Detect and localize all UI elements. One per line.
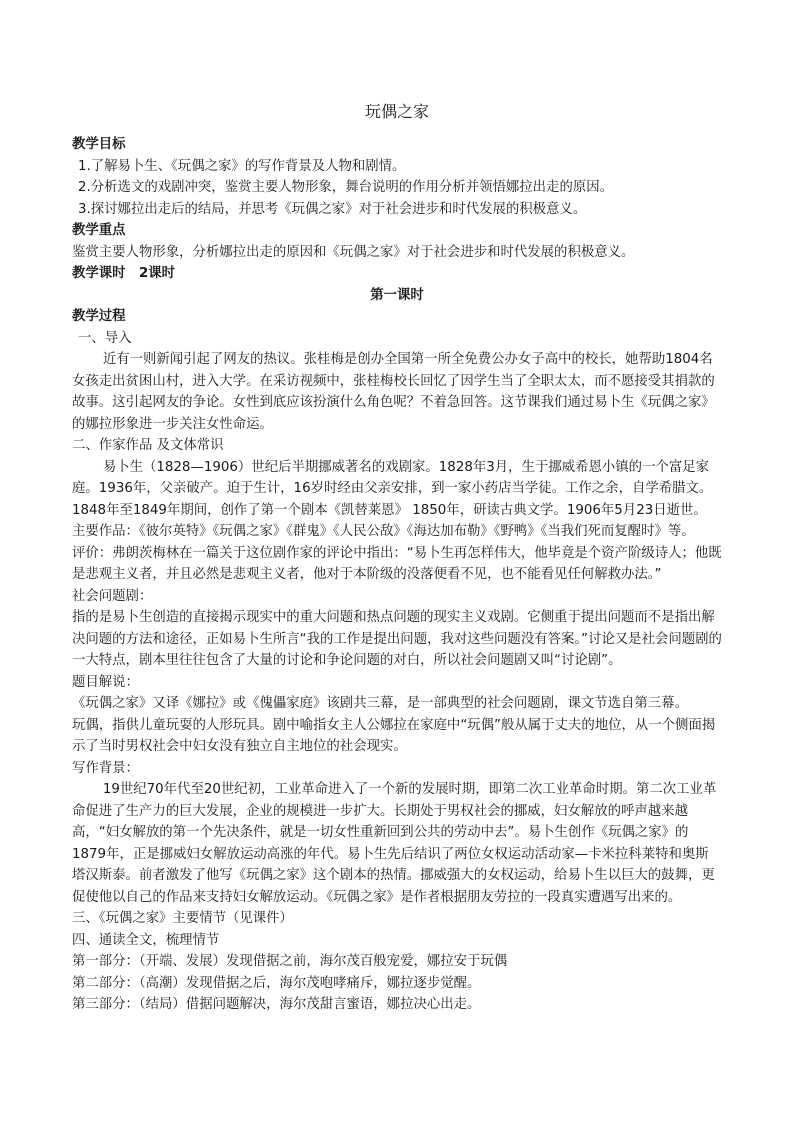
document-title: 玩偶之家 [364, 102, 429, 121]
social-text: 指的是易卜生创造的直接揭示现实中的重大问题和热点问题的现实主义戏剧。它侧重于提出问题而不是指出解决问题的方法和途径，正如易卜生所言“我的工作是提出问题，我对这些问题没有答案。”讨论又是社会问题剧的一大特点，剧本里往往包含了大量的讨论和争论问题的对白，所以社会问题剧又叫“讨论剧”。 [72, 610, 722, 668]
read-heading: 四、通读全文，梳理情节 [72, 932, 220, 948]
part-1: 第一部分：（开端、发展）发现借据之前，海尔茂百般宠爱，娜拉安于玩偶 [72, 954, 508, 969]
social-heading: 社会问题剧： [72, 588, 153, 604]
goal-item-3: 3.探讨娜拉出走后的结局，并思考《玩偶之家》对于社会进步和时代发展的积极意义。 [78, 201, 587, 217]
works-text: 主要作品：《彼尔英特》《玩偶之家》《群鬼》《人民公敌》《海达加布勒》《野鸭》《当我们死而复醒时》等。 [72, 524, 695, 539]
goal-item-1: 1.了解易卜生、《玩偶之家》的写作背景及人物和剧情。 [78, 158, 406, 174]
hours-line: 教学课时 2课时 [72, 266, 176, 281]
part-3: 第三部分：（结局）借据问题解决，海尔茂甜言蜜语，娜拉决心出走。 [72, 997, 481, 1012]
goals-heading: 教学目标 [72, 137, 126, 152]
intro-text: 近有一则新闻引起了网友的热议。张桂梅是创办全国第一所全免费公办女子高中的校长，她帮助1804名女孩走出贫困山村，进入大学。在采访视频中，张桂梅校长回忆了因学生当了全职太太，而不愿接受其捐款的故事。这引起网友的争论。女性到底应该扮演什么角色呢？不着急回答。这节课我们通过易卜生《玩偶之家》的娜拉形象进一步关注女性命运。 [72, 352, 715, 432]
intro-heading: 一、导入 [78, 330, 132, 346]
background-heading: 写作背景： [72, 760, 139, 776]
author-text: 易卜生（1828—1906）世纪后半期挪威著名的戏剧家。1828年3月，生于挪威希恩小镇的一个富足家庭。1936年，父亲破产。迫于生计，16岁时经由父亲安排，到一家小药店当学徒。工作之余，自学希腊文。1848年至1849年期间，创作了第一个剧本《凯替莱恩》 1850年，研读古典文学。1906年5月23日逝世。 [72, 459, 713, 518]
goal-item-2: 2.分析选文的戏剧冲突，鉴赏主要人物形象，舞台说明的作用分析并领悟娜拉出走的原因。 [78, 180, 614, 195]
focus-heading: 教学重点 [72, 223, 126, 238]
background-text: 19世纪70年代至20世纪初，工业革命进入了一个新的发展时期，即第二次工业革命时期。第二次工业革命促进了生产力的巨大发展，企业的规模进一步扩大。长期处于男权社会的挪威，妇女解放的呼声越来越高，“妇女解放的第一个先决条件，就是一切女性重新回到公共的劳动中去”。易卜生创作《玩偶之家》的1879年，正是挪威妇女解放运动高涨的年代。易卜生先后结识了两位女权运动活动家—卡米拉科莱特和奥斯塔汉斯泰。前者激发了他写《玩偶之家》这个剧本的热情。挪威强大的女权运动，给易卜生以巨大的鼓舞，更促使他以自己的作品来支持妇女解放运动。《玩偶之家》是作者根据朋友劳拉的一段真实遭遇写出来的。 [72, 782, 717, 905]
focus-text: 鉴赏主要人物形象，分析娜拉出走的原因和《玩偶之家》对于社会进步和时代发展的积极意义。 [72, 244, 635, 260]
review-text: 评价：弗朗茨梅林在一篇关于这位剧作家的评论中指出：“易卜生再怎样伟大，他毕竟是个资产阶级诗人；他既是悲观主义者，并且必然是悲观主义者，他对于本阶级的没落便看不见，也不能看见任何解救办法。” [72, 545, 722, 582]
lesson-heading: 第一课时 [370, 287, 424, 303]
title-text-2: 玩偶，指供儿童玩耍的人形玩具。剧中喻指女主人公娜拉在家庭中“玩偶”般从属于丈夫的地位，从一个侧面揭示了当时男权社会中妇女没有独立自主地位的社会现实。 [72, 717, 716, 754]
title-heading: 题目解说： [72, 674, 139, 690]
document-content [72, 100, 722, 1016]
process-heading: 教学过程 [72, 309, 126, 324]
author-heading: 二、作家作品 及文体常识 [72, 438, 224, 453]
plot-heading: 三、《玩偶之家》主要情节（见课件） [72, 911, 293, 926]
part-2: 第二部分：（高潮）发现借据之后，海尔茂咆哮痛斥，娜拉逐步觉醒。 [72, 975, 481, 991]
title-text-1: 《玩偶之家》又译《娜拉》或《傀儡家庭》该剧共三幕，是一部典型的社会问题剧，课文节选自第三幕。 [72, 696, 688, 711]
